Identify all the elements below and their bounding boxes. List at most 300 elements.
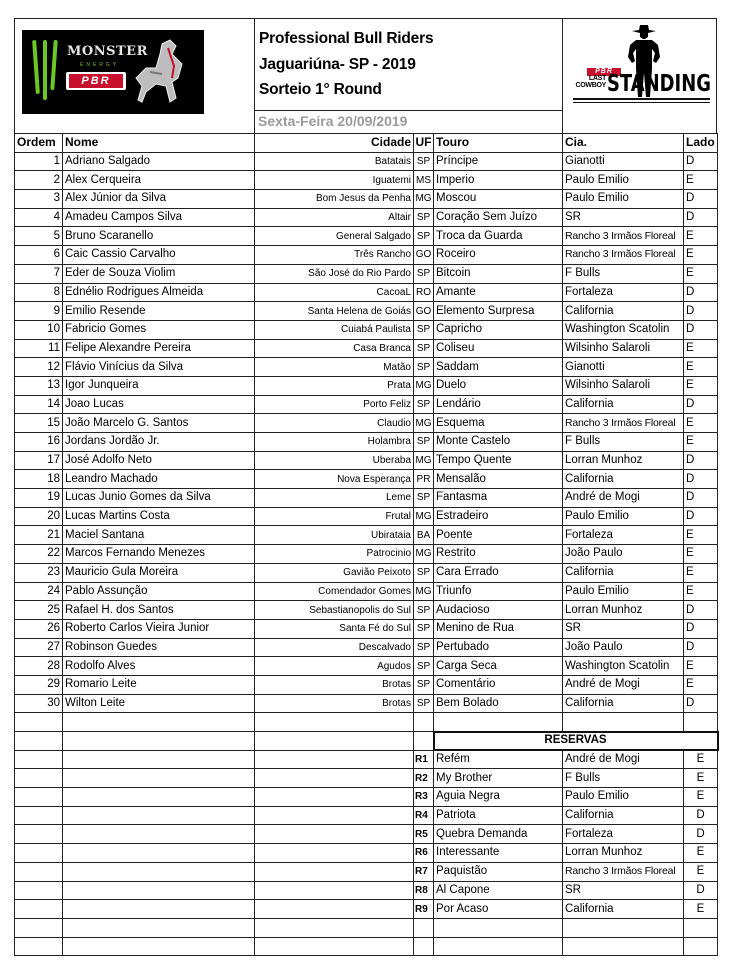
event-round: Sorteio 1° Round xyxy=(259,81,382,98)
empty-cell xyxy=(255,900,414,919)
cell-lado: D xyxy=(684,489,718,508)
cell-uf: SP xyxy=(414,227,434,246)
cell-ordem: 13 xyxy=(15,376,63,395)
cell-cidade: Altair xyxy=(255,208,414,227)
reserva-row xyxy=(15,806,718,825)
empty-cell xyxy=(63,900,255,919)
cell-touro: Roceiro xyxy=(434,246,563,265)
draw-table xyxy=(14,133,719,956)
cell-cidade: General Salgado xyxy=(255,227,414,246)
reserva-cia: California xyxy=(563,806,684,825)
reserva-lado: E xyxy=(684,788,718,807)
reserva-row xyxy=(15,844,718,863)
cell-uf: SP xyxy=(414,264,434,283)
reserva-code: R3 xyxy=(414,788,434,807)
cell-cidade: Comendador Gomes xyxy=(255,582,414,601)
cell-touro: Coliseu xyxy=(434,339,563,358)
cell-cidade: Descalvado xyxy=(255,638,414,657)
reserva-touro: My Brother xyxy=(434,769,563,788)
cell-lado: D xyxy=(684,208,718,227)
cell-touro: Cara Errado xyxy=(434,563,563,582)
reserva-cia: Paulo Emilio xyxy=(563,788,684,807)
empty-cell xyxy=(15,862,63,881)
cell-cidade: Três Rancho xyxy=(255,246,414,265)
reserva-row xyxy=(15,750,718,769)
cell-uf: MG xyxy=(414,414,434,433)
cell-uf: RO xyxy=(414,283,434,302)
cell-lado: E xyxy=(684,582,718,601)
reserva-row xyxy=(15,862,718,881)
empty-cell xyxy=(434,713,563,732)
empty-cell xyxy=(414,732,434,751)
empty-cell xyxy=(15,918,63,937)
empty-row xyxy=(15,918,718,937)
table-row xyxy=(15,339,718,358)
cell-ordem: 15 xyxy=(15,414,63,433)
table-row xyxy=(15,264,718,283)
empty-cell xyxy=(255,862,414,881)
cell-touro: Amante xyxy=(434,283,563,302)
empty-cell xyxy=(63,732,255,751)
cell-uf: SP xyxy=(414,433,434,452)
cell-lado: E xyxy=(684,376,718,395)
empty-cell xyxy=(255,825,414,844)
cell-cidade: Matão xyxy=(255,358,414,377)
cell-ordem: 23 xyxy=(15,563,63,582)
cell-lado: D xyxy=(684,638,718,657)
cell-cidade: Frutal xyxy=(255,507,414,526)
cell-touro: Capricho xyxy=(434,320,563,339)
cell-nome: Alex Júnior da Silva xyxy=(63,190,255,209)
cell-cia: Lorran Munhoz xyxy=(563,601,684,620)
lcs-pbr-badge: PBR xyxy=(587,68,621,76)
cell-cia: Wilsinho Salaroli xyxy=(563,339,684,358)
cell-nome: Alex Cerqueira xyxy=(63,171,255,190)
cell-cidade: Porto Feliz xyxy=(255,395,414,414)
table-row xyxy=(15,283,718,302)
cell-ordem: 19 xyxy=(15,489,63,508)
cell-cidade: Claudio xyxy=(255,414,414,433)
lcs-last-cowboy: LAST COWBOY xyxy=(575,75,606,89)
cell-uf: SP xyxy=(414,638,434,657)
cell-touro: Bitcoin xyxy=(434,264,563,283)
empty-cell xyxy=(255,713,414,732)
reserva-touro: Paquistão xyxy=(434,862,563,881)
reserva-code: R6 xyxy=(414,844,434,863)
table-row xyxy=(15,694,718,713)
cell-uf: SP xyxy=(414,563,434,582)
reserva-touro: Aguia Negra xyxy=(434,788,563,807)
empty-cell xyxy=(63,937,255,956)
cell-cia: SR xyxy=(563,208,684,227)
cell-touro: Monte Castelo xyxy=(434,433,563,452)
cell-cia: California xyxy=(563,302,684,321)
reserva-touro: Interessante xyxy=(434,844,563,863)
cell-uf: GO xyxy=(414,246,434,265)
cell-lado: D xyxy=(684,601,718,620)
cell-ordem: 21 xyxy=(15,526,63,545)
empty-cell xyxy=(255,769,414,788)
reserva-row xyxy=(15,900,718,919)
cell-cidade: Sebastianopolis do Sul xyxy=(255,601,414,620)
table-header-row xyxy=(15,134,718,153)
reserva-touro: Al Capone xyxy=(434,881,563,900)
cell-touro: Poente xyxy=(434,526,563,545)
col-header-lado: Lado xyxy=(684,134,718,153)
empty-cell xyxy=(63,788,255,807)
reservas-title: RESERVAS xyxy=(434,732,718,751)
cell-nome: Rafael H. dos Santos xyxy=(63,601,255,620)
cell-ordem: 30 xyxy=(15,694,63,713)
empty-cell xyxy=(414,918,434,937)
empty-cell xyxy=(255,844,414,863)
cell-lado: D xyxy=(684,152,718,171)
reserva-cia: California xyxy=(563,900,684,919)
cell-lado: D xyxy=(684,283,718,302)
cell-cia: Washington Scatolin xyxy=(563,320,684,339)
monster-wordmark: MONSTER xyxy=(67,44,148,59)
cell-touro: Comentário xyxy=(434,675,563,694)
reserva-lado: D xyxy=(684,881,718,900)
cell-cidade: Iguatemi xyxy=(255,171,414,190)
cell-lado: D xyxy=(684,395,718,414)
col-header-ordem: Ordem xyxy=(15,134,63,153)
cell-uf: SP xyxy=(414,619,434,638)
reserva-row xyxy=(15,825,718,844)
empty-cell xyxy=(63,769,255,788)
cell-nome: Ednélio Rodrigues Almeida xyxy=(63,283,255,302)
cell-lado: E xyxy=(684,526,718,545)
empty-row xyxy=(15,713,718,732)
cell-touro: Príncipe xyxy=(434,152,563,171)
header-titles xyxy=(255,19,562,111)
cell-cidade: Batatais xyxy=(255,152,414,171)
cell-cia: Rancho 3 Irmãos Floreal xyxy=(563,246,684,265)
cell-touro: Carga Seca xyxy=(434,657,563,676)
cell-uf: SP xyxy=(414,339,434,358)
cell-lado: D xyxy=(684,451,718,470)
table-row xyxy=(15,395,718,414)
reserva-code: R7 xyxy=(414,862,434,881)
empty-cell xyxy=(63,844,255,863)
table-row xyxy=(15,601,718,620)
table-row xyxy=(15,470,718,489)
last-cowboy-standing-logo xyxy=(563,19,718,134)
cell-cia: California xyxy=(563,694,684,713)
cell-lado: E xyxy=(684,264,718,283)
reserva-touro: Patriota xyxy=(434,806,563,825)
cell-uf: SP xyxy=(414,358,434,377)
cell-uf: MG xyxy=(414,582,434,601)
col-header-uf: UF xyxy=(414,134,434,153)
monster-claw-icon xyxy=(32,40,40,94)
empty-cell xyxy=(563,937,684,956)
cell-lado: E xyxy=(684,246,718,265)
table-row xyxy=(15,582,718,601)
cell-uf: SP xyxy=(414,320,434,339)
cell-nome: Eder de Souza Violim xyxy=(63,264,255,283)
empty-cell xyxy=(15,788,63,807)
empty-cell xyxy=(255,806,414,825)
cell-cidade: Patrocinio xyxy=(255,545,414,564)
cell-cia: F Bulls xyxy=(563,433,684,452)
table-row xyxy=(15,563,718,582)
cell-nome: Rodolfo Alves xyxy=(63,657,255,676)
cell-lado: E xyxy=(684,227,718,246)
cell-uf: BA xyxy=(414,526,434,545)
cell-cia: Wilsinho Salaroli xyxy=(563,376,684,395)
cell-ordem: 1 xyxy=(15,152,63,171)
cell-touro: Coração Sem Juízo xyxy=(434,208,563,227)
cell-touro: Elemento Surpresa xyxy=(434,302,563,321)
cell-ordem: 18 xyxy=(15,470,63,489)
cell-lado: D xyxy=(684,302,718,321)
cell-ordem: 27 xyxy=(15,638,63,657)
energy-wordmark: ENERGY xyxy=(80,62,120,68)
cell-ordem: 4 xyxy=(15,208,63,227)
reserva-code: R1 xyxy=(414,750,434,769)
cell-ordem: 14 xyxy=(15,395,63,414)
table-row xyxy=(15,619,718,638)
cell-ordem: 24 xyxy=(15,582,63,601)
table-row xyxy=(15,246,718,265)
table-row xyxy=(15,675,718,694)
cell-ordem: 8 xyxy=(15,283,63,302)
cell-nome: Romario Leite xyxy=(63,675,255,694)
header-left-cell xyxy=(15,19,255,134)
cell-uf: SP xyxy=(414,675,434,694)
cell-uf: SP xyxy=(414,601,434,620)
cell-touro: Audacioso xyxy=(434,601,563,620)
reserva-code: R5 xyxy=(414,825,434,844)
col-header-nome: Nome xyxy=(63,134,255,153)
cell-ordem: 25 xyxy=(15,601,63,620)
table-row xyxy=(15,302,718,321)
cell-cidade: Gavião Peixoto xyxy=(255,563,414,582)
cell-cidade: Agudos xyxy=(255,657,414,676)
reserva-cia: Lorran Munhoz xyxy=(563,844,684,863)
cell-lado: E xyxy=(684,171,718,190)
lcs-rule xyxy=(573,98,710,100)
empty-cell xyxy=(15,732,63,751)
empty-cell xyxy=(63,825,255,844)
cell-cia: Lorran Munhoz xyxy=(563,451,684,470)
cell-cia: SR xyxy=(563,619,684,638)
empty-cell xyxy=(684,713,718,732)
cell-cia: João Paulo xyxy=(563,545,684,564)
reserva-row xyxy=(15,769,718,788)
cell-nome: Flávio Vinícius da Silva xyxy=(63,358,255,377)
cell-cidade: Ubirataia xyxy=(255,526,414,545)
lcs-standing-wordmark: STANDING xyxy=(607,71,711,97)
reserva-touro: Refém xyxy=(434,750,563,769)
cell-cia: João Paulo xyxy=(563,638,684,657)
cell-nome: Marcos Fernando Menezes xyxy=(63,545,255,564)
cell-cidade: Holambra xyxy=(255,433,414,452)
cell-cia: Rancho 3 Irmãos Floreal xyxy=(563,414,684,433)
cell-touro: Moscou xyxy=(434,190,563,209)
cell-nome: Emilio Resende xyxy=(63,302,255,321)
monster-claw-icon xyxy=(50,40,57,90)
cell-nome: Bruno Scaranello xyxy=(63,227,255,246)
empty-cell xyxy=(255,918,414,937)
reserva-lado: E xyxy=(684,862,718,881)
empty-cell xyxy=(15,769,63,788)
cell-nome: Wilton Leite xyxy=(63,694,255,713)
cell-touro: Saddam xyxy=(434,358,563,377)
cell-ordem: 10 xyxy=(15,320,63,339)
cell-lado: E xyxy=(684,675,718,694)
empty-cell xyxy=(15,937,63,956)
reserva-touro: Quebra Demanda xyxy=(434,825,563,844)
cell-uf: SP xyxy=(414,694,434,713)
cell-touro: Tempo Quente xyxy=(434,451,563,470)
monster-pbr-logo xyxy=(22,30,204,114)
reserva-cia: Fortaleza xyxy=(563,825,684,844)
cell-uf: MG xyxy=(414,451,434,470)
reserva-touro: Por Acaso xyxy=(434,900,563,919)
cell-cia: Fortaleza xyxy=(563,526,684,545)
cell-cidade: Uberaba xyxy=(255,451,414,470)
cell-uf: MG xyxy=(414,190,434,209)
cell-cidade: São José do Rio Pardo xyxy=(255,264,414,283)
reserva-lado: E xyxy=(684,900,718,919)
empty-cell xyxy=(684,937,718,956)
cell-ordem: 2 xyxy=(15,171,63,190)
cell-touro: Estradeiro xyxy=(434,507,563,526)
cell-cidade: Prata xyxy=(255,376,414,395)
cell-nome: Robinson Guedes xyxy=(63,638,255,657)
cell-uf: SP xyxy=(414,208,434,227)
reserva-lado: E xyxy=(684,750,718,769)
cell-touro: Pertubado xyxy=(434,638,563,657)
empty-cell xyxy=(434,918,563,937)
table-row xyxy=(15,545,718,564)
header-title-cell xyxy=(255,19,563,134)
cell-uf: SP xyxy=(414,152,434,171)
table-row xyxy=(15,208,718,227)
cell-cia: F Bulls xyxy=(563,264,684,283)
reserva-cia: SR xyxy=(563,881,684,900)
cell-ordem: 12 xyxy=(15,358,63,377)
table-row xyxy=(15,376,718,395)
cell-uf: MS xyxy=(414,171,434,190)
cell-lado: D xyxy=(684,470,718,489)
table-row xyxy=(15,171,718,190)
table-row xyxy=(15,190,718,209)
empty-cell xyxy=(63,713,255,732)
cell-nome: José Adolfo Neto xyxy=(63,451,255,470)
cell-cidade: Leme xyxy=(255,489,414,508)
lcs-rule xyxy=(573,102,710,103)
cell-lado: E xyxy=(684,563,718,582)
cell-touro: Duelo xyxy=(434,376,563,395)
table-row xyxy=(15,526,718,545)
reserva-lado: E xyxy=(684,844,718,863)
cell-ordem: 5 xyxy=(15,227,63,246)
cell-cidade: Cuiabá Paulista xyxy=(255,320,414,339)
cell-uf: MG xyxy=(414,507,434,526)
cell-uf: GO xyxy=(414,302,434,321)
cell-touro: Troca da Guarda xyxy=(434,227,563,246)
pbr-badge: PBR xyxy=(66,72,126,90)
cell-nome: Leandro Machado xyxy=(63,470,255,489)
cell-nome: Joao Lucas xyxy=(63,395,255,414)
cell-uf: MG xyxy=(414,545,434,564)
cell-touro: Lendário xyxy=(434,395,563,414)
cell-nome: Jordans Jordão Jr. xyxy=(63,433,255,452)
empty-cell xyxy=(414,713,434,732)
cell-lado: E xyxy=(684,545,718,564)
cell-nome: Roberto Carlos Vieira Junior xyxy=(63,619,255,638)
table-row xyxy=(15,320,718,339)
cell-cidade: Brotas xyxy=(255,694,414,713)
empty-cell xyxy=(414,937,434,956)
cell-cia: Gianotti xyxy=(563,152,684,171)
cell-lado: E xyxy=(684,657,718,676)
cell-lado: E xyxy=(684,339,718,358)
cell-nome: Caic Cassio Carvalho xyxy=(63,246,255,265)
col-header-cidade: Cidade xyxy=(255,134,414,153)
cell-cia: Paulo Emilio xyxy=(563,507,684,526)
cell-cia: Gianotti xyxy=(563,358,684,377)
table-row xyxy=(15,358,718,377)
cell-lado: E xyxy=(684,414,718,433)
cell-cidade: CacoaL xyxy=(255,283,414,302)
cell-ordem: 29 xyxy=(15,675,63,694)
cell-cia: Washington Scatolin xyxy=(563,657,684,676)
reserva-code: R4 xyxy=(414,806,434,825)
reserva-code: R8 xyxy=(414,881,434,900)
event-location: Jaguariúna- SP - 2019 xyxy=(259,55,416,73)
cell-ordem: 16 xyxy=(15,433,63,452)
empty-cell xyxy=(563,713,684,732)
cell-ordem: 6 xyxy=(15,246,63,265)
header-right-cell xyxy=(563,19,718,134)
empty-cell xyxy=(255,788,414,807)
cell-cidade: Santa Helena de Goiás xyxy=(255,302,414,321)
cell-cidade: Santa Fé do Sul xyxy=(255,619,414,638)
cell-cidade: Casa Branca xyxy=(255,339,414,358)
cell-ordem: 20 xyxy=(15,507,63,526)
cell-cia: Rancho 3 Irmãos Floreal xyxy=(563,227,684,246)
empty-cell xyxy=(434,937,563,956)
cell-touro: Mensalão xyxy=(434,470,563,489)
empty-cell xyxy=(15,806,63,825)
cell-nome: Mauricio Gula Moreira xyxy=(63,563,255,582)
table-row xyxy=(15,152,718,171)
table-row xyxy=(15,433,718,452)
cell-cia: Fortaleza xyxy=(563,283,684,302)
cell-lado: D xyxy=(684,190,718,209)
empty-cell xyxy=(15,750,63,769)
cell-cia: California xyxy=(563,395,684,414)
bull-rider-icon xyxy=(132,38,194,106)
cell-uf: SP xyxy=(414,489,434,508)
cell-cia: Paulo Emilio xyxy=(563,171,684,190)
reserva-lado: D xyxy=(684,806,718,825)
reserva-cia: F Bulls xyxy=(563,769,684,788)
cell-nome: Fabricio Gomes xyxy=(63,320,255,339)
cell-nome: Felipe Alexandre Pereira xyxy=(63,339,255,358)
empty-cell xyxy=(255,750,414,769)
cell-ordem: 11 xyxy=(15,339,63,358)
col-header-cia: Cia. xyxy=(563,134,684,153)
cell-uf: PR xyxy=(414,470,434,489)
empty-cell xyxy=(15,825,63,844)
empty-cell xyxy=(15,713,63,732)
cell-nome: Maciel Santana xyxy=(63,526,255,545)
